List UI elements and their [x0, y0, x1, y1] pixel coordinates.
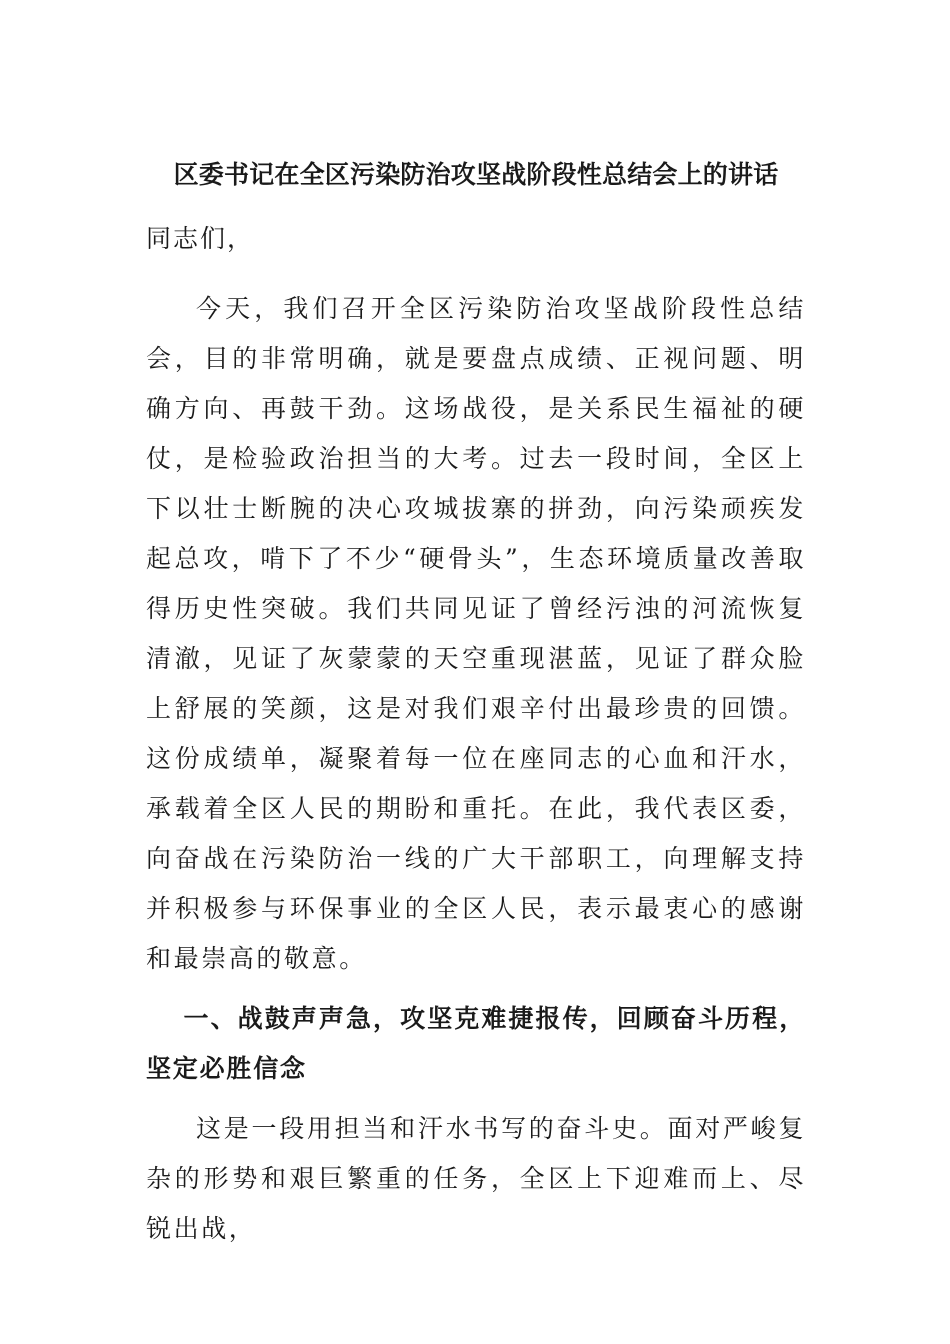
- section-heading-1: 一、战鼓声声急，攻坚克难捷报传，回顾奋斗历程，坚定必胜信念: [146, 1004, 806, 1083]
- intro-paragraph: 今天，我们召开全区污染防治攻坚战阶段性总结会，目的非常明确，就是要盘点成绩、正视问题、明确方向、再鼓干劲。这场战役，是关系民生福祉的硬仗，是检验政治担当的大考。过去一段时间，全区上下以壮士断腕的决心攻城拔寨的拼劲，向污染顽疾发起总攻，啃下了不少“硬骨头”，生态环境质量改善取得历史性突破。我们共同见证了曾经污浊的河流恢复清澈，见证了灰蒙蒙的天空重现湛蓝，见证了群众脸上舒展的笑颜，这是对我们艰辛付出最珍贵的回馈。这份成绩单，凝聚着每一位在座同志的心血和汗水，承载着全区人民的期盼和重托。在此，我代表区委，向奋战在污染防治一线的广大干部职工，向理解支持并积极参与环保事业的全区人民，表示最衷心的感谢和最崇高的敬意。: [146, 294, 806, 973]
- section-1-paragraph: 这是一段用担当和汗水书写的奋斗史。面对严峻复杂的形势和艰巨繁重的任务，全区上下迎难而上、尽锐出战，: [146, 1114, 806, 1243]
- document-title: 区委书记在全区污染防治攻坚战阶段性总结会上的讲话: [173, 160, 779, 189]
- document-page: [146, 150, 806, 1264]
- salutation: 同志们，: [146, 224, 255, 253]
